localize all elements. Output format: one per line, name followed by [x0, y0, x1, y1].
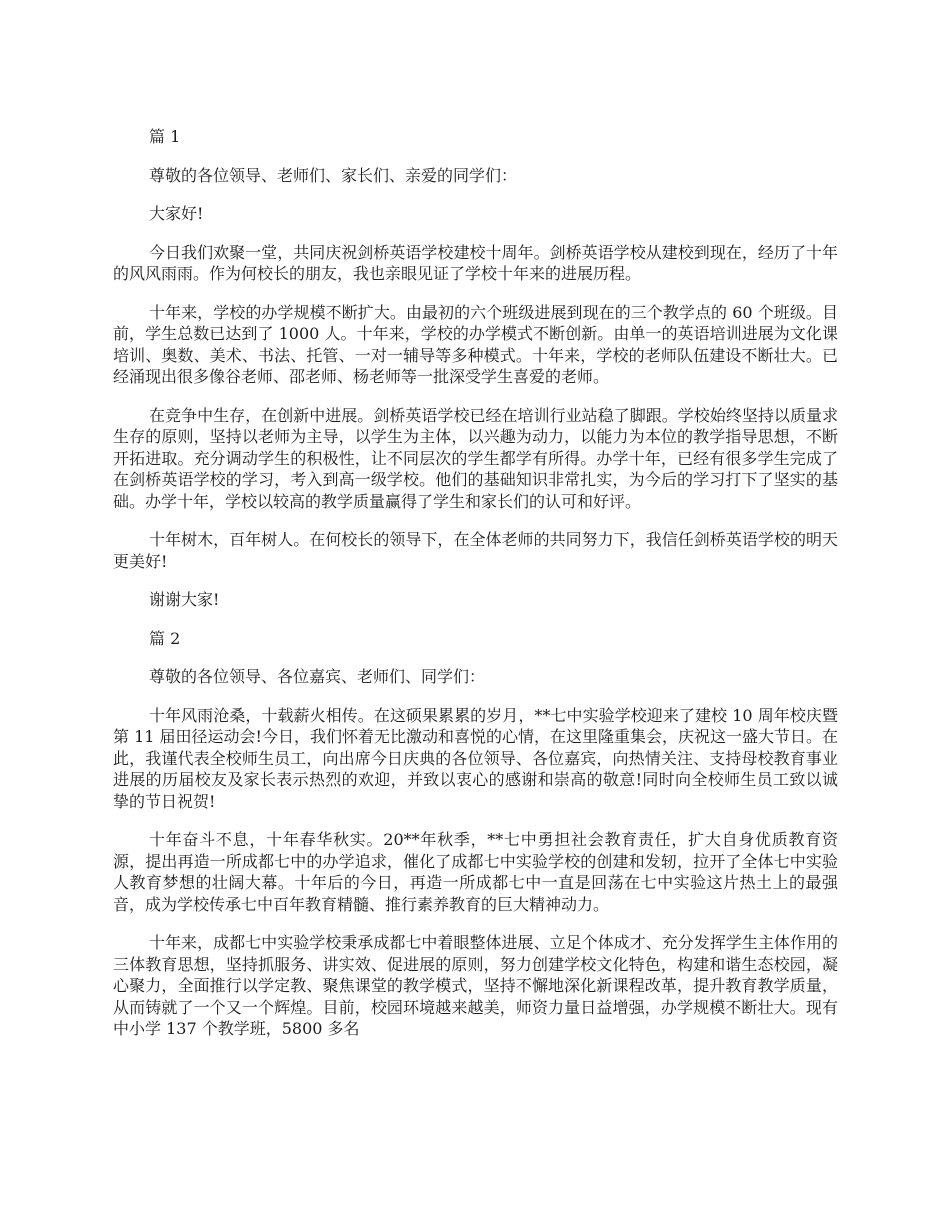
section-1-paragraph: 在竞争中生存，在创新中进展。剑桥英语学校已经在培训行业站稳了脚跟。学校始终坚持以质量求生存的原则，坚持以老师为主导，以学生为主体，以兴趣为动力，以能力为本位的教学指导思想，不断开拓进取。充分调动学生的积极性，让不同层次的学生都学有所得。办学十年，已经有很多学生完成了在剑桥英语学校的学习，考入到高一级学校。他们的基础知识非常扎实，为今后的学习打下了坚实的基础。办学十年，学校以较高的教学质量赢得了学生和家长们的认可和好评。 — [113, 405, 838, 511]
document-body — [113, 126, 838, 1057]
section-1-paragraph: 十年树木，百年树人。在何校长的领导下，在全体老师的共同努力下，我信任剑桥英语学校的明天更美好! — [113, 530, 838, 571]
section-1-salutation: 尊敬的各位领导、老师们、家长们、亲爱的同学们： — [149, 165, 518, 185]
section-1-closing: 谢谢大家! — [149, 590, 220, 609]
section-2-salutation: 尊敬的各位领导、各位嘉宾、老师们、同学们： — [149, 667, 486, 686]
section-1-paragraph: 今日我们欢聚一堂，共同庆祝剑桥英语学校建校十周年。剑桥英语学校从建校到现在，经历了十年的风风雨雨。作为何校长的朋友，我也亲眼见证了学校十年来的进展历程。 — [113, 242, 838, 283]
section-1-greeting: 大家好! — [149, 204, 204, 223]
section-1-heading: 篇 1 — [149, 127, 181, 146]
section-2-paragraph: 十年风雨沧桑，十载薪火相传。在这硕果累累的岁月，**七中实验学校迎来了建校 10 周年校庆暨第 11 届田径运动会!今日，我们怀着无比激动和喜悦的心情，在这里隆重集会，庆祝这一盛大节日。在此，我谨代表全校师生员工，向出席今日庆典的各位领导、各位嘉宾，向热情关注、支持母校教育事业进展的历届校友及家长表示热烈的欢迎，并致以衷心的感谢和崇高的敬意!同时向全校师生员工致以诚挚的节日祝贺! — [113, 705, 838, 811]
section-2-paragraph: 十年来，成都七中实验学校秉承成都七中着眼整体进展、立足个体成才、充分发挥学生主体作用的三体教育思想，坚持抓服务、讲实效、促进展的原则，努力创建学校文化特色，构建和谐生态校园，凝心聚力，全面推行以学定教、聚焦课堂的教学模式，坚持不懈地深化新课程改革，提升教育教学质量，从而铸就了一个又一个辉煌。目前，校园环境越来越美，师资力量日益增强，办学规模不断壮大。现有中小学 137 个教学班，5800 多名 — [113, 933, 838, 1038]
section-2-paragraph: 十年奋斗不息，十年春华秋实。20**年秋季，**七中勇担社会教育责任，扩大自身优质教育资源，提出再造一所成都七中的办学追求，催化了成都七中实验学校的创建和发轫，拉开了全体七中实验人教育梦想的壮阔大幕。十年后的今日，再造一所成都七中一直是回荡在七中实验这片热土上的最强音，成为学校传承七中百年教育精髓、推行素养教育的巨大精神动力。 — [113, 830, 838, 914]
section-1-paragraph: 十年来，学校的办学规模不断扩大。由最初的六个班级进展到现在的三个教学点的 60 个班级。目前，学生总数已达到了 1000 人。十年来，学校的办学模式不断创新。由单一的英语培训进展为文化课培训、奥数、美术、书法、托管、一对一辅导等多种模式。十年来，学校的老师队伍建设不断壮大。已经涌现出很多像谷老师、邵老师、杨老师等一批深受学生喜爱的老师。 — [113, 302, 838, 386]
section-2-heading: 篇 2 — [149, 628, 181, 648]
